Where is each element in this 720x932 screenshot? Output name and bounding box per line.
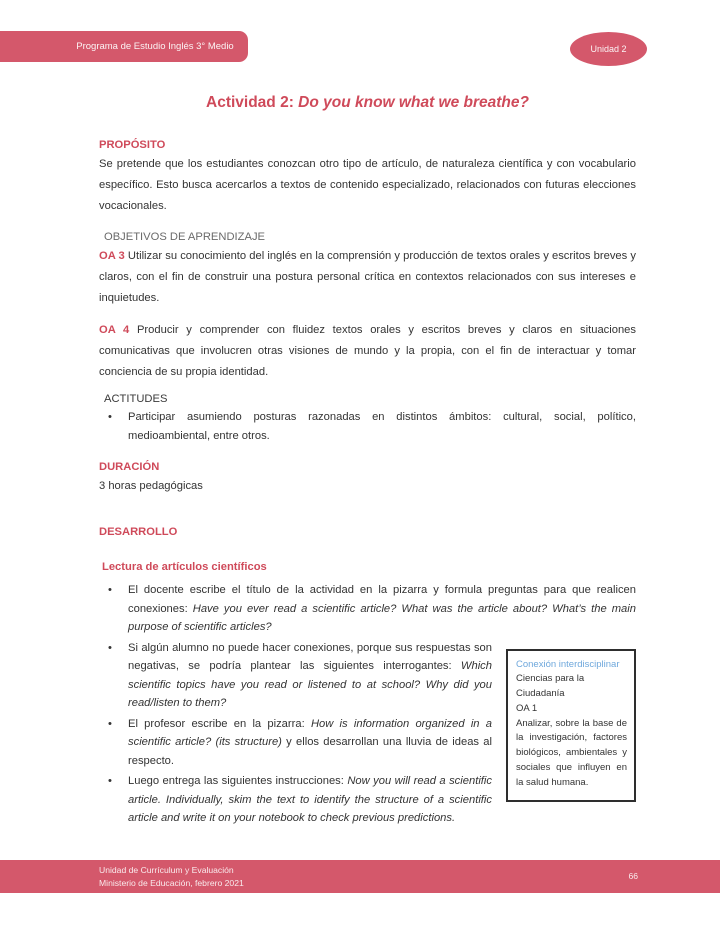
bullet-3-question: How is information organized in a scientific article? (its structure) [128,717,492,748]
duracion-heading: DURACIÓN [99,461,160,473]
oa4-paragraph [99,320,636,383]
oa3-label: OA 3 [99,250,125,262]
bullet-3-text-after: y ellos desarrollan una lluvia de ideas al respecto. [128,736,492,767]
bullet-1-question: Have you ever read a scientific article? What was the article about? What’s the main purpose of scientific articles? [128,602,636,633]
desarrollo-heading: DESARROLLO [99,526,178,538]
oa4-label: OA 4 [99,324,130,336]
interdisciplinary-oa: OA 1 [516,702,538,714]
activity-title-question: Do you know what we breathe? [298,94,529,111]
footer-ministry-line: Ministerio de Educación, febrero 2021 [99,877,244,888]
activity-title [0,93,720,112]
page-number: 66 [628,871,638,881]
desarrollo-bullet-1 [99,581,636,637]
duracion-value: 3 horas pedagógicas [99,480,203,492]
program-badge [0,31,248,62]
bullet-2-question: Which scientific topics have you read or listened to at school? Why did you read/listen to them? [128,660,492,709]
bullet-4-text: Luego entrega las siguientes instrucciones: [128,775,348,787]
proposito-heading: PROPÓSITO [99,139,166,151]
proposito-paragraph: Se pretende que los estudiantes conozcan otro tipo de artículo, de naturaleza científica y con vocabulario específico. Esto busca acercarlos a textos de contenido especializado, relacionados con futuras elecciones vocacionales. [99,158,636,212]
bullet-3-text: El profesor escribe en la pizarra: [128,717,311,730]
actitudes-list [99,408,636,445]
unit-badge-label: Unidad 2 [590,44,627,54]
page-footer [0,860,720,893]
oa3-paragraph [99,246,636,309]
desarrollo-bullet-list [99,581,636,828]
actitudes-bullet: • Participar asumiendo posturas razonadas en distintos ámbitos: cultural, social, político, medioambiental, entre otros. [99,408,636,445]
footer-credits [99,864,244,890]
objetivos-heading: OBJETIVOS DE APRENDIZAJE [104,231,266,243]
bullet-1-text: El docente escribe el título de la actividad en la pizarra y formula preguntas para que realicen conexiones: [128,584,636,615]
bullet-4-instructions: Now you will read a scientific article. Individually, skim the text to identify the structure of a scientific article and write it on your notebook to check previous predictions. [128,775,492,824]
desarrollo-bullet-4 [99,772,636,828]
activity-title-prefix: Actividad 2: [206,94,299,111]
desarrollo-bullet-3 [99,715,636,771]
unit-badge [570,32,647,66]
interdisciplinary-box-title: Conexión interdisciplinar [516,658,620,670]
oa3-text: Utilizar su conocimiento del inglés en la comprensión y producción de textos orales y escritos breves y claros, con el fin de construir una postura personal crítica en contextos relacionados con sus intereses e inquietudes. [99,250,636,304]
footer-unit-line: Unidad de Currículum y Evaluación [99,864,234,875]
lectura-subheading: Lectura de artículos científicos [102,561,267,573]
interdisciplinary-description: Analizar, sobre la base de la investigación, factores biológicos, ambientales y sociales que influyen en la salud humana. [516,717,627,788]
bullet-2-text: Si algún alumno no puede hacer conexiones, porque sus respuestas son negativas, se podría plantear las siguientes interrogantes: [128,641,492,672]
program-badge-label: Programa de Estudio Inglés 3° Medio [76,41,234,52]
desarrollo-bullet-2 [99,639,636,713]
interdisciplinary-subject: Ciencias para la Ciudadanía [516,673,585,700]
oa4-text: Producir y comprender con fluidez textos orales y escritos breves y claros en situaciones comunicativas que involucren otras visiones de mundo y la propia, con el fin de interactuar y tomar conciencia de su propia identidad. [99,324,636,378]
page-content [99,138,636,828]
actitudes-heading: ACTITUDES [104,393,168,405]
